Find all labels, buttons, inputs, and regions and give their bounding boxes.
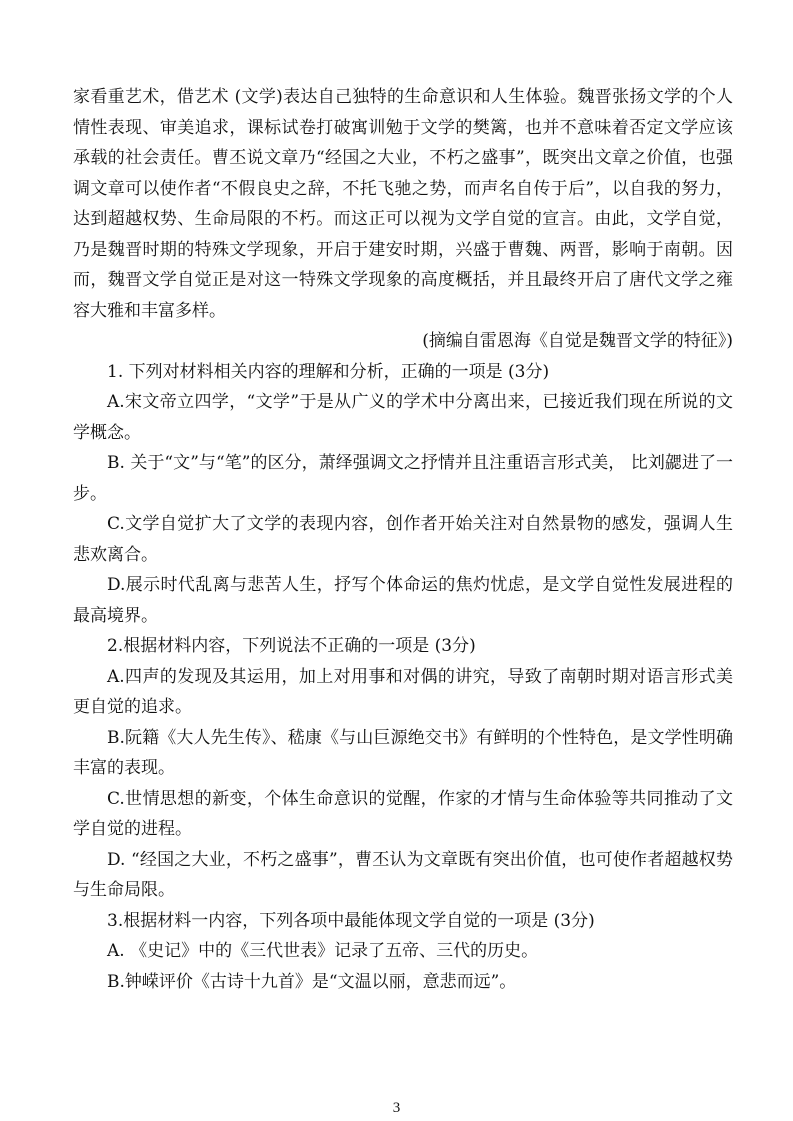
page-number: 3 — [392, 1100, 401, 1116]
option-d: D.展示时代乱离与悲苦人生，抒写个体命运的焦灼忧虑，是文学自觉性发展进程的最高境界。 — [73, 575, 733, 626]
option-b: B. 关于“文”与“笔”的区分，萧绎强调文之抒情并且注重语言形式美， 比刘勰进了一步。 — [73, 453, 733, 504]
option-c: C.世情思想的新变，个体生命意识的觉醒，作家的才情与生命体验等共同推动了文学自觉的进程。 — [73, 788, 733, 839]
question-1 — [73, 357, 733, 632]
question-stem: 1. 下列对材料相关内容的理解和分析，正确的一项是 (3分) — [107, 361, 550, 382]
question-3 — [73, 906, 733, 998]
passage-source: (摘编自雷恩海《自觉是魏晋文学的特征》) — [422, 331, 733, 351]
option-a: A.四声的发现及其运用，加上对用事和对偶的讲究，导致了南朝时期对语言形式美更自觉的追求。 — [73, 666, 733, 717]
question-stem: 2.根据材料内容，下列说法不正确的一项是 (3分) — [107, 636, 476, 656]
option-d: D. “经国之大业，不朽之盛事”，曹丕认为文章既有突出价值，也可使作者超越权势与生命局限。 — [73, 849, 733, 900]
question-2 — [73, 631, 733, 906]
option-b: B.钟嵘评价《古诗十九首》是“文温以丽，意悲而远”。 — [107, 971, 517, 992]
page-content — [73, 82, 733, 997]
question-stem: 3.根据材料一内容，下列各项中最能体现文学自觉的一项是 (3分) — [107, 910, 595, 931]
option-a: A. 《史记》中的《三代世表》记录了五帝、三代的历史。 — [107, 941, 539, 961]
option-c: C.文学自觉扩大了文学的表现内容，创作者开始关注对自然景物的感发，强调人生悲欢离合。 — [73, 514, 733, 565]
option-b: B.阮籍《大人先生传》、嵇康《与山巨源绝交书》有鲜明的个性特色，是文学性明确丰富的表现。 — [73, 727, 733, 778]
passage-paragraph: 家看重艺术，借艺术 (文学)表达自己独特的生命意识和人生体验。魏晋张扬文学的个人情性表现、审美追求，课标试卷打破寓训勉于文学的樊篱，也并不意味着否定文学应该承载的社会责任。曹丕说文章乃“经国之大业，不朽之盛事”，既突出文章之价值，也强调文章可以使作者“不假良史之辞，不托飞驰之势，而声名自传于后”，以自我的努力，达到超越权势、生命局限的不朽。而这正可以视为文学自觉的宣言。由此，文学自觉，乃是魏晋时期的特殊文学现象，开启于建安时期，兴盛于曹魏、两晋，影响于南朝。因而，魏晋文学自觉正是对这一特殊文学现象的高度概括，并且最终开启了唐代文学之雍容大雅和丰富多样。 — [73, 87, 733, 321]
option-a: A.宋文帝立四学，“文学”于是从广义的学术中分离出来，已接近我们现在所说的文学概念。 — [73, 392, 733, 443]
